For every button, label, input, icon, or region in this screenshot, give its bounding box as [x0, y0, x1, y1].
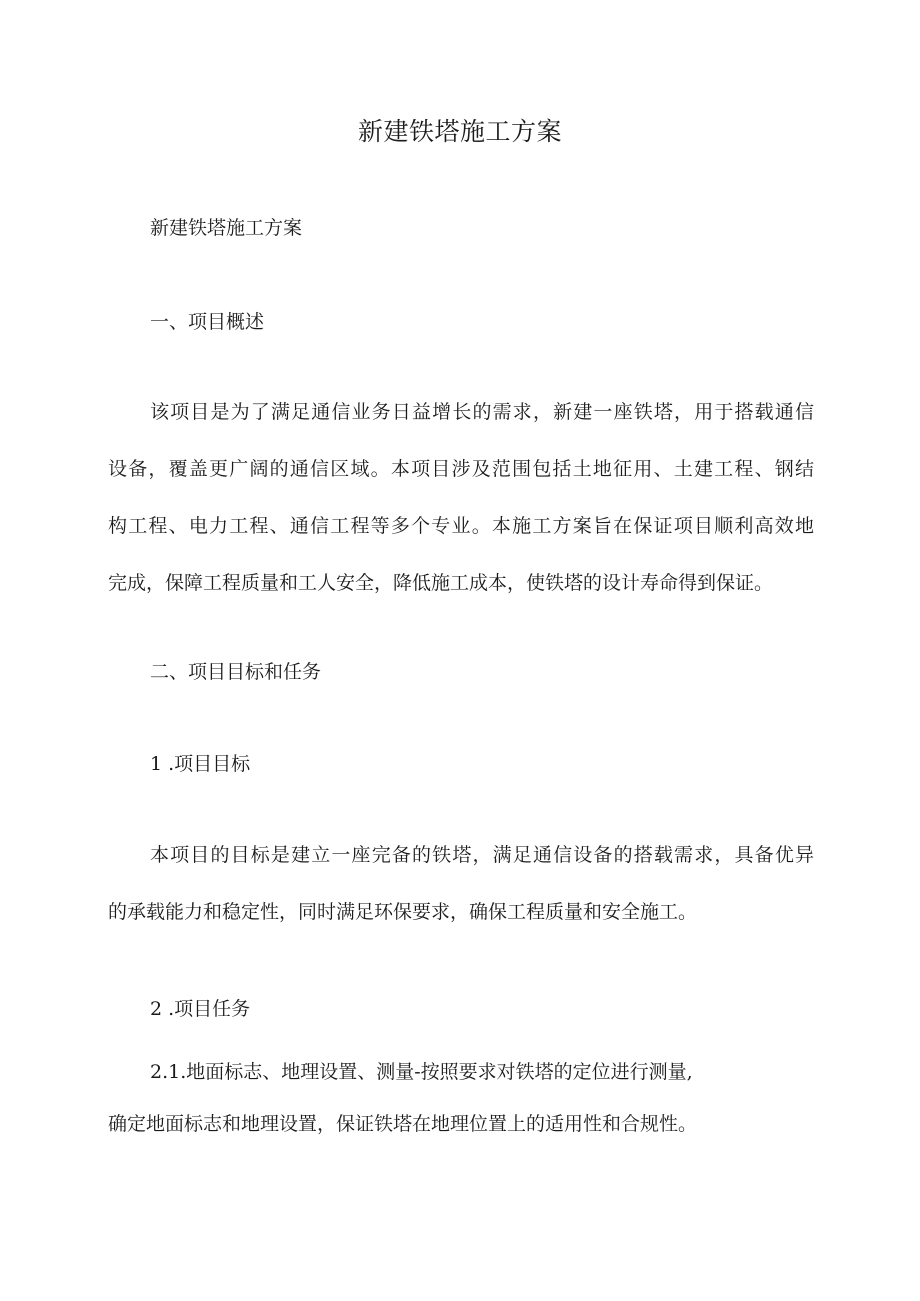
- section-1-paragraph-line-4: 完成，保障工程质量和工人安全，降低施工成本，使铁塔的设计寿命得到保证。: [108, 572, 774, 594]
- section-2-2-1-line-2: 确定地面标志和地理设置，保证铁塔在地理位置上的适用性和合规性。: [108, 1113, 698, 1135]
- document-title: 新建铁塔施工方案: [357, 117, 562, 146]
- section-2-1-heading: 1 .项目目标: [150, 753, 251, 775]
- section-1-paragraph-line-3: 构工程、电力工程、通信工程等多个专业。本施工方案旨在保证项目顺利高效地: [108, 515, 814, 537]
- section-1-heading: 一、项目概述: [150, 311, 265, 333]
- section-2-1-paragraph-line-2: 的承载能力和稳定性，同时满足环保要求，确保工程质量和安全施工。: [108, 901, 698, 923]
- section-1-paragraph-line-2: 设备，覆盖更广阔的通信区域。本项目涉及范围包括土地征用、土建工程、钢结: [108, 458, 814, 480]
- section-1-paragraph-line-1: 该项目是为了满足通信业务日益增长的需求，新建一座铁塔，用于搭载通信: [150, 401, 814, 423]
- section-2-1-paragraph-line-1: 本项目的目标是建立一座完备的铁塔，满足通信设备的搭载需求，具备优异: [150, 844, 814, 866]
- document-subtitle: 新建铁塔施工方案: [150, 217, 303, 239]
- section-2-heading: 二、项目目标和任务: [150, 661, 322, 683]
- section-2-2-1-line-1: 2.1.地面标志、地理设置、测量-按照要求对铁塔的定位进行测量,: [150, 1061, 693, 1083]
- section-2-2-heading: 2 .项目任务: [150, 998, 251, 1020]
